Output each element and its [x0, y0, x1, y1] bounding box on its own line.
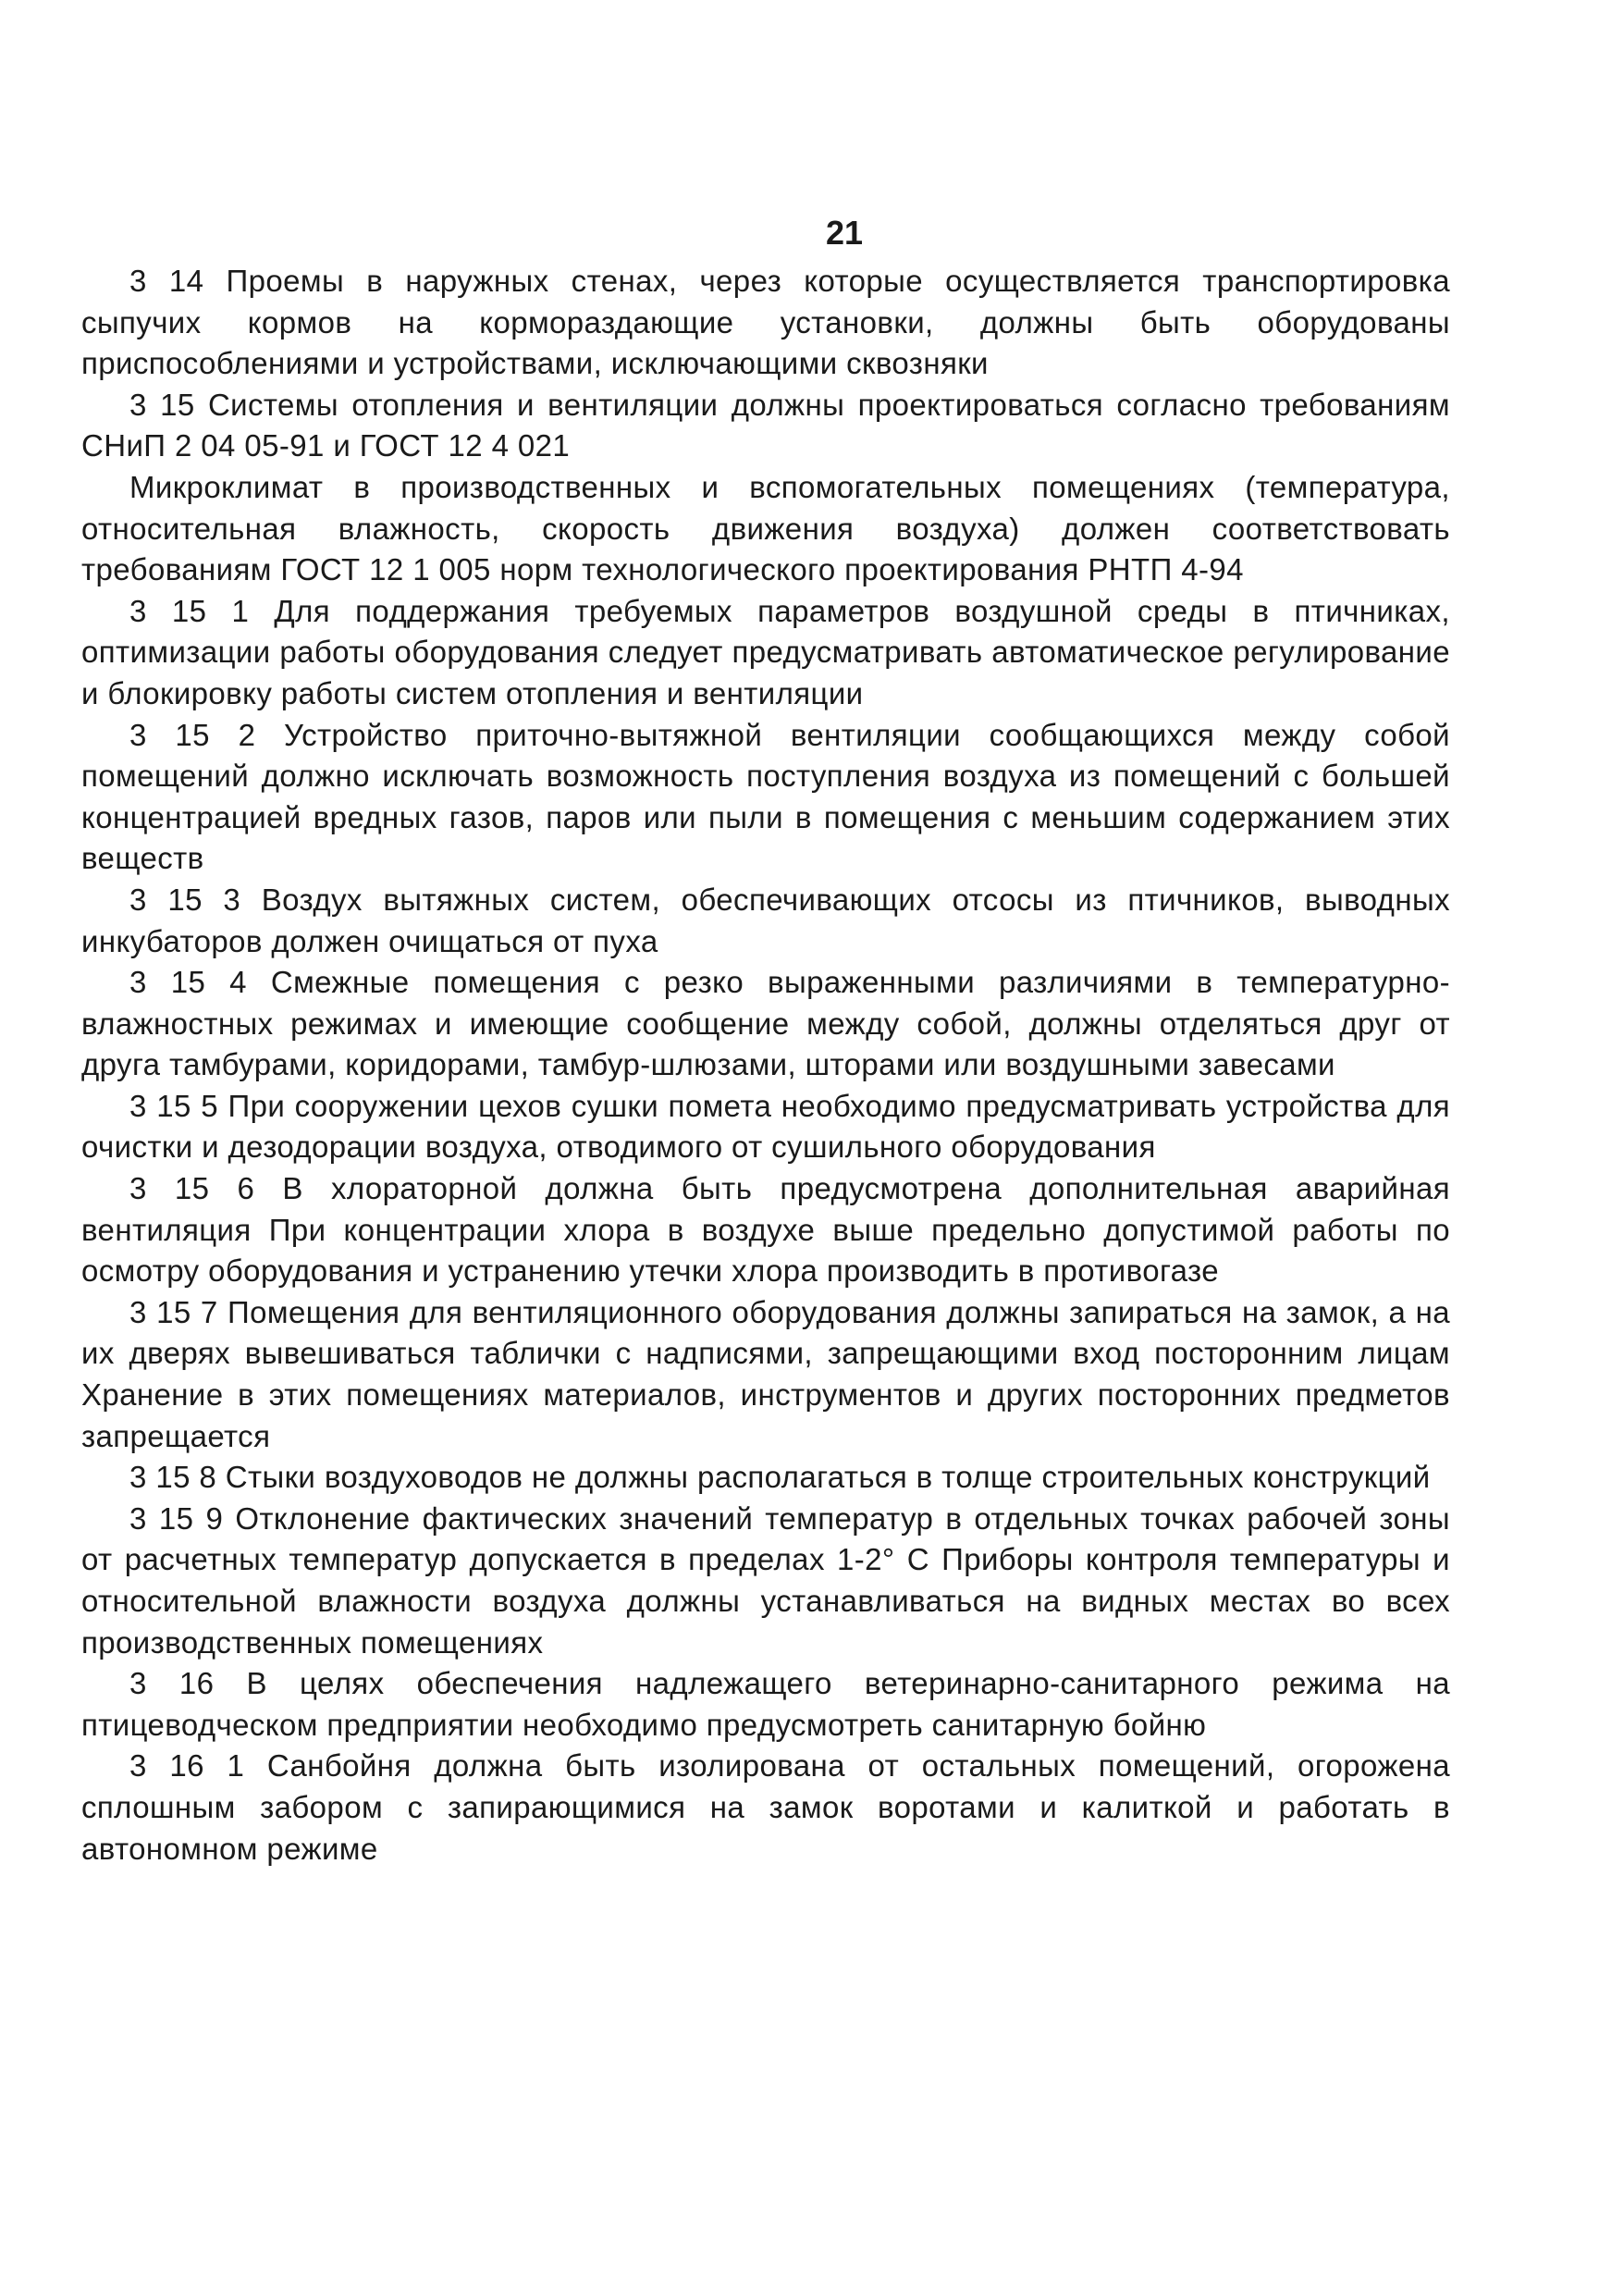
- paragraph-3-15-9: 3 15 9 Отклонение фактических значений температур в отдельных точках рабочей зоны от расчетных температур допускается в пределах 1-2° С Приборы контроля температуры и относительной влажности воздуха должны устанавливаться на видных местах во всех производственных помещениях: [81, 1500, 1450, 1660]
- paragraph-3-16: 3 16 В целях обеспечения надлежащего ветеринарно-санитарного режима на птицеводческом предприятии необходимо предусмотреть санитарную бойню: [81, 1666, 1450, 1742]
- paragraph-3-15-6: 3 15 6 В хлораторной должна быть предусмотрена дополнительная аварийная вентиляция При концентрации хлора в воздухе выше предельно допустимой работы по осмотру оборудования и устранению утечки хлора производить в противогазе: [81, 1171, 1450, 1289]
- paragraph-3-15-3: 3 15 3 Воздух вытяжных систем, обеспечивающих отсосы из птичников, выводных инкубаторов должен очищаться от пуха: [81, 882, 1450, 958]
- document-page: [81, 213, 1450, 1870]
- paragraph-3-14: 3 14 Проемы в наружных стенах, через которые осуществляется транспортировка сыпучих кормов на кормораздающие установки, должны быть оборудованы приспособлениями и устройствами, исключающими сквозняки: [81, 264, 1450, 381]
- paragraph-3-15-4: 3 15 4 Смежные помещения с резко выраженными различиями в температурно-влажностных режимах и имеющие сообщение между собой, должны отделяться друг от друга тамбурами, коридорами, тамбур-шлюзами, шторами или воздушными завесами: [81, 965, 1450, 1082]
- paragraph-microclimate: Микроклимат в производственных и вспомогательных помещениях (температура, относительная влажность, скорость движения воздуха) должен соответствовать требованиям ГОСТ 12 1 005 норм технологического проектирования РНТП 4-94: [81, 469, 1450, 587]
- paragraph-3-15-5: 3 15 5 При сооружении цехов сушки помета необходимо предусматривать устройства для очистки и дезодорации воздуха, отводимого от сушильного оборудования: [81, 1088, 1450, 1165]
- paragraph-3-16-1: 3 16 1 Санбойня должна быть изолирована от остальных помещений, огорожена сплошным забором с запирающимися на замок воротами и калиткой и работать в автономном режиме: [81, 1748, 1450, 1866]
- paragraph-3-15-8: 3 15 8 Стыки воздуховодов не должны располагаться в толще строительных конструкций: [129, 1460, 1431, 1495]
- paragraph-3-15-1: 3 15 1 Для поддержания требуемых параметров воздушной среды в птичниках, оптимизации работы оборудования следует предусматривать автоматическое регулирование и блокировку работы систем отопления и вентиляции: [81, 593, 1450, 710]
- page-number: 21: [825, 214, 864, 252]
- paragraph-3-15: 3 15 Системы отопления и вентиляции должны проектироваться согласно требованиям СНиП 2 04 05-91 и ГОСТ 12 4 021: [81, 387, 1450, 463]
- paragraph-3-15-2: 3 15 2 Устройство приточно-вытяжной вентиляции сообщающихся между собой помещений должно исключать возможность поступления воздуха из помещений с большей концентрацией вредных газов, паров или пыли в помещения с меньшим содержанием этих веществ: [81, 717, 1450, 876]
- paragraph-3-15-7: 3 15 7 Помещения для вентиляционного оборудования должны запираться на замок, а на их дверях вывешиваться таблички с надписями, запрещающими вход посторонним лицам Хранение в этих помещениях материалов, инструментов и других посторонних предметов запрещается: [81, 1294, 1450, 1453]
